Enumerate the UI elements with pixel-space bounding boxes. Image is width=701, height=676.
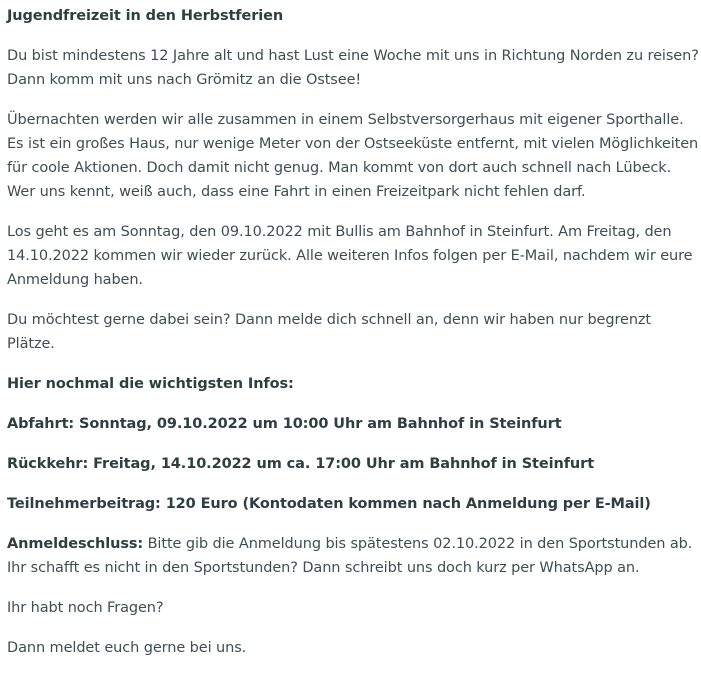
deadline-paragraph — [7, 532, 699, 580]
contact-paragraph: Dann meldet euch gerne bei uns. — [7, 640, 247, 656]
signup-paragraph: Du möchtest gerne dabei sein? Dann melde dich schnell an, denn wir haben nur begrenzt Plätze. — [7, 312, 652, 352]
schedule-paragraph: Los geht es am Sonntag, den 09.10.2022 mit Bullis am Bahnhof in Steinfurt. Am Freitag, den 14.10.2022 kommen wir wieder zurück. Alle weiteren Infos folgen per E-Mail, nachdem wir eure Anmeldung haben. — [7, 224, 693, 288]
deadline-label: Anmeldeschluss: — [7, 536, 144, 552]
fee-info: Teilnehmerbeitrag: 120 Euro (Kontodaten kommen nach Anmeldung per E-Mail) — [7, 496, 651, 512]
return-info: Rückkehr: Freitag, 14.10.2022 um ca. 17:00 Uhr am Bahnhof in Steinfurt — [7, 456, 595, 472]
key-info-heading: Hier nochmal die wichtigsten Infos: — [7, 376, 294, 392]
questions-paragraph: Ihr habt noch Fragen? — [7, 600, 164, 616]
article-body — [7, 4, 699, 676]
departure-info: Abfahrt: Sonntag, 09.10.2022 um 10:00 Uhr am Bahnhof in Steinfurt — [7, 416, 562, 432]
page-title: Jugendfreizeit in den Herbstferien — [7, 8, 284, 24]
intro-paragraph: Du bist mindestens 12 Jahre alt und hast Lust eine Woche mit uns in Richtung Norden zu reisen? Dann komm mit uns nach Grömitz an die Ostsee! — [7, 48, 699, 88]
deadline-text: Bitte gib die Anmeldung bis spätestens 02.10.2022 in den Sportstunden ab. Ihr schafft es nicht in den Sportstunden? Dann schreibt uns doch kurz per WhatsApp an. — [7, 536, 693, 576]
lodging-paragraph: Übernachten werden wir alle zusammen in einem Selbstversorgerhaus mit eigener Sporthalle. Es ist ein großes Haus, nur wenige Meter von der Ostseeküste entfernt, mit vielen Möglichkeiten für coole Aktionen. Doch damit nicht genug. Man kommt von dort auch schnell nach Lübeck. Wer uns kennt, weiß auch, dass eine Fahrt in einen Freizeitpark nicht fehlen darf. — [7, 112, 699, 200]
